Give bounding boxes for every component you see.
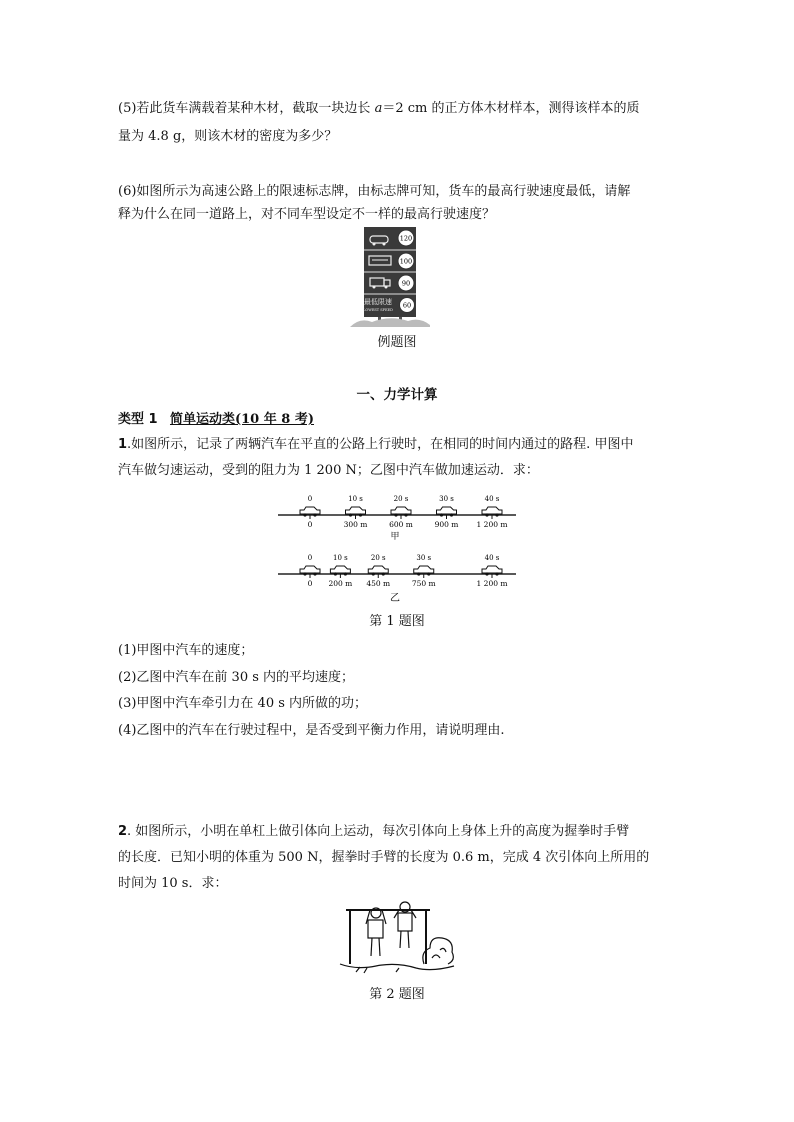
distance-label: 600 m: [389, 520, 413, 529]
distance-label: 1 200 m: [476, 579, 508, 588]
p1-question-4: (4)乙图中的汽车在行驶过程中，是否受到平衡力作用，请说明理由.: [118, 723, 505, 738]
svg-text:90: 90: [401, 279, 411, 288]
distance-label: 300 m: [343, 520, 368, 529]
road-a-label: 甲: [390, 532, 400, 542]
road-b: [278, 554, 516, 604]
distance-label: 0: [307, 579, 313, 588]
time-label: 20 s: [393, 495, 409, 503]
p1-line-2: 汽车做匀速运动，受到的阻力为 1 200 N；乙图中汽车做加速运动．求：: [118, 463, 539, 478]
boy-figure-right: [394, 902, 416, 948]
bush-decoration: [423, 938, 453, 964]
p1-line-1: 1.如图所示，记录了两辆汽车在平直的公路上行驶时，在相同的时间内通过的路程. 甲图中: [118, 437, 634, 452]
variable-a: a: [374, 101, 383, 116]
q5-line-1: (5)若此货车满载着某种木材，截取一块边长 a＝2 cm 的正方体木材样本，测得该样本的质: [118, 101, 640, 116]
distance-label: 200 m: [328, 579, 353, 588]
svg-text:60: 60: [402, 301, 412, 310]
boy-figure-left: [366, 908, 386, 956]
figure-2-caption: 第 2 题图: [369, 987, 425, 1002]
p1-question-2: (2)乙图中汽车在前 30 s 内的平均速度；: [118, 670, 355, 685]
speed-circle-100: [398, 253, 414, 269]
svg-text:100: 100: [399, 257, 413, 266]
q6-line-1: (6)如图所示为高速公路上的限速标志牌，由标志牌可知，货车的最高行驶速度最低，请解: [118, 184, 631, 199]
p2-line-2: 的长度．已知小明的体重为 500 N，握拳时手臂的长度为 0.6 m，完成 4 次引体向上所用的: [118, 850, 650, 865]
road-diagrams: [270, 485, 520, 605]
time-label: 40 s: [484, 554, 500, 562]
road-a: [278, 495, 516, 542]
speed-circle-60: [400, 298, 415, 313]
figure-1-caption: 第 1 题图: [369, 614, 425, 629]
distance-label: 450 m: [366, 579, 391, 588]
lowest-speed-en-label: LOWEST SPEED: [363, 308, 393, 312]
svg-text:120: 120: [399, 234, 413, 243]
speed-circle-90: [398, 275, 414, 291]
example-figure-caption: 例题图: [377, 335, 417, 350]
p1-question-1: (1)甲图中汽车的速度；: [118, 643, 254, 658]
time-label: 30 s: [416, 554, 432, 562]
pull-up-figure: [336, 900, 456, 976]
distance-label: 0: [307, 520, 313, 529]
time-label: 0: [307, 554, 313, 562]
p2-line-1: 2. 如图所示，小明在单杠上做引体向上运动，每次引体向上身体上升的高度为握拳时手臂: [118, 824, 630, 839]
type-heading: 类型 1 简单运动类(10 年 8 考): [118, 412, 315, 427]
lowest-speed-label: 最低限速: [364, 298, 392, 306]
time-label: 40 s: [484, 495, 500, 503]
time-label: 10 s: [333, 554, 348, 562]
horizontal-bar: [346, 910, 430, 964]
p2-line-3: 时间为 10 s．求：: [118, 876, 228, 891]
problem-number-2: 2: [118, 824, 128, 839]
distance-label: 750 m: [411, 579, 436, 588]
p1-question-3: (3)甲图中汽车牵引力在 40 s 内所做的功；: [118, 696, 368, 711]
time-label: 20 s: [370, 554, 386, 562]
time-label: 10 s: [348, 495, 363, 503]
problem-number-1: 1: [118, 437, 128, 452]
time-label: 0: [307, 495, 313, 503]
distance-label: 1 200 m: [476, 520, 508, 529]
speed-circle-120: [398, 230, 414, 246]
time-label: 30 s: [439, 495, 454, 503]
q5-line-2: 量为 4.8 g，则该木材的密度为多少？: [118, 129, 338, 144]
ground-line: [340, 964, 454, 973]
distance-label: 900 m: [434, 520, 459, 529]
q6-line-2: 释为什么在同一道路上，对不同车型设定不一样的最高行驶速度？: [118, 207, 496, 222]
section-title: 一、力学计算: [356, 387, 438, 403]
speed-limit-sign-figure: [350, 225, 430, 327]
road-b-label: 乙: [390, 593, 400, 604]
